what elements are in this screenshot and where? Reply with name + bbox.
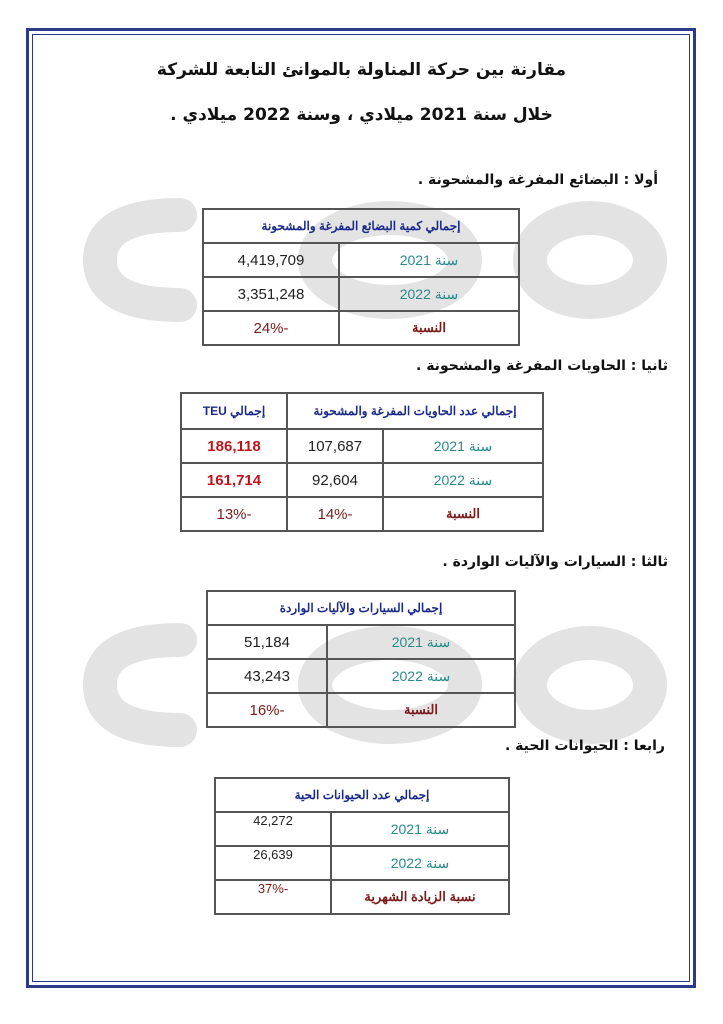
- section4-row2-value: 26,639: [215, 846, 331, 880]
- section2-header-teu: إجمالي TEU: [181, 393, 287, 429]
- section3-row2-value: 43,243: [207, 659, 327, 693]
- section4-table: [214, 777, 510, 915]
- section1-row3-value: -24%: [203, 311, 339, 345]
- section4-row2-label: سنة 2022: [331, 846, 509, 880]
- section1-row1-label: سنة 2021: [339, 243, 519, 277]
- section2-heading: ثانيا : الحاويات المفرغة والمشحونة .: [416, 358, 668, 374]
- section4-row1-label: سنة 2021: [331, 812, 509, 846]
- section3-row3-label: النسبة: [327, 693, 515, 727]
- section4-row1-value: 42,272: [215, 812, 331, 846]
- section2-row3-value: -14%: [287, 497, 383, 531]
- section3-row1-value: 51,184: [207, 625, 327, 659]
- section1-row2-value: 3,351,248: [203, 277, 339, 311]
- section1-heading: أولا : البضائع المفرغة والمشحونة .: [417, 172, 658, 188]
- section2-row1-teu: 186,118: [181, 429, 287, 463]
- section3-heading: ثالثا : السيارات والآليات الواردة .: [442, 554, 668, 570]
- section3-table: [206, 590, 516, 728]
- section4-row3-value: -37%: [215, 880, 331, 914]
- section2-row2-label: سنة 2022: [383, 463, 543, 497]
- section2-row2-value: 92,604: [287, 463, 383, 497]
- section1-table: [202, 208, 520, 346]
- page-title-line2: خلال سنة 2021 ميلادي ، وسنة 2022 ميلادي .: [170, 105, 553, 125]
- section1-row3-label: النسبة: [339, 311, 519, 345]
- section2-header-count: إجمالي عدد الحاويات المفرغة والمشحونة: [287, 393, 543, 429]
- section2-row2-teu: 161,714: [181, 463, 287, 497]
- section1-table-header: إجمالي كمية البضائع المفرغة والمشحونة: [203, 209, 519, 243]
- section2-row1-label: سنة 2021: [383, 429, 543, 463]
- section3-row3-value: -16%: [207, 693, 327, 727]
- section3-row1-label: سنة 2021: [327, 625, 515, 659]
- section4-table-header: إجمالي عدد الحيوانات الحية: [215, 778, 509, 812]
- section4-row3-label: نسبة الزيادة الشهرية: [331, 880, 509, 914]
- section1-row2-label: سنة 2022: [339, 277, 519, 311]
- section2-row1-value: 107,687: [287, 429, 383, 463]
- section2-row3-teu: -13%: [181, 497, 287, 531]
- page-title-line1: مقارنة بين حركة المناولة بالموانئ التابعة للشركة: [156, 60, 567, 80]
- section2-table: [180, 392, 544, 532]
- section3-row2-label: سنة 2022: [327, 659, 515, 693]
- section2-row3-label: النسبة: [383, 497, 543, 531]
- section4-heading: رابعا : الحيوانات الحية .: [504, 738, 665, 754]
- section3-table-header: إجمالي السيارات والآليات الواردة: [207, 591, 515, 625]
- section1-row1-value: 4,419,709: [203, 243, 339, 277]
